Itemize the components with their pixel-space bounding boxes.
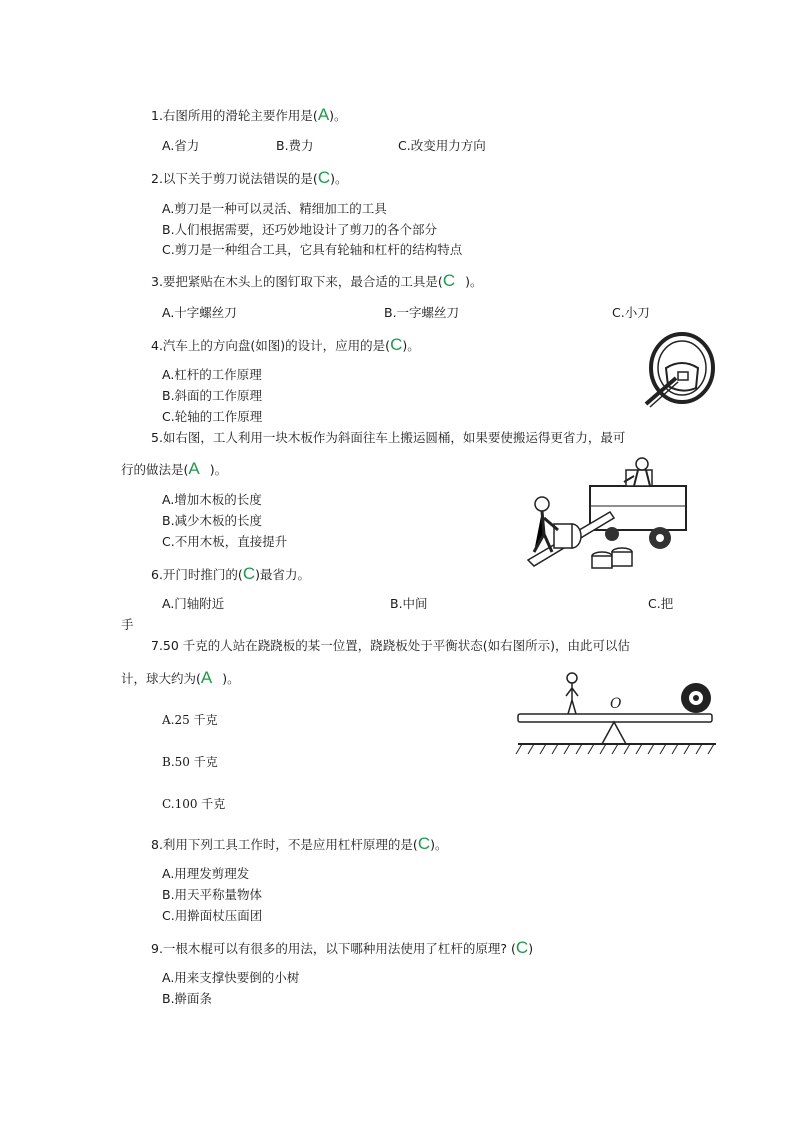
q9-option-a: A.用来支撑快要倒的小树	[162, 970, 300, 985]
q9-stem: 9.一根木棍可以有很多的用法，以下哪种用法使用了杠杆的原理? (C)	[151, 938, 534, 957]
seesaw-figure	[514, 670, 720, 756]
q5-option-a: A.增加木板的长度	[162, 492, 262, 507]
q3-option-c: C.小刀	[612, 305, 650, 320]
q8-option-b: B.用天平称量物体	[162, 887, 263, 902]
q5-option-b: B.减少木板的长度	[162, 513, 263, 528]
q4-option-b: B.斜面的工作原理	[162, 388, 263, 403]
q7-option-b: B.50 千克	[162, 755, 218, 769]
q4-answer: C	[390, 335, 403, 354]
truck-ramp-figure	[514, 456, 690, 572]
q7-stem-line1: 7.50 千克的人站在跷跷板的某一位置，跷跷板处于平衡状态(如右图所示)，由此可以估	[151, 638, 631, 653]
q1-option-c: C.改变用力方向	[398, 138, 486, 153]
q7-answer: A	[200, 668, 213, 687]
q6-option-c-wrap: 手	[121, 617, 134, 632]
seesaw-pivot-label: O	[610, 696, 622, 712]
q6-answer: C	[242, 564, 256, 583]
steering-wheel-figure	[636, 328, 718, 408]
q2-answer: C	[317, 168, 331, 187]
q3-option-b: B.一字螺丝刀	[384, 305, 460, 320]
q1-option-b: B.费力	[276, 138, 314, 153]
q5-stem-line1: 5.如右图，工人利用一块木板作为斜面往车上搬运圆桶，如果要使搬运得更省力，最可	[151, 430, 626, 445]
q6-option-a: A.门轴附近	[162, 596, 225, 611]
q7-stem-line2: 计，球大约为(A )。	[121, 668, 240, 687]
q3-option-a: A.十字螺丝刀	[162, 305, 237, 320]
q4-stem: 4.汽车上的方向盘(如图)的设计，应用的是(C)。	[151, 335, 420, 354]
q9-option-b: B.擀面条	[162, 991, 213, 1006]
q2-option-a: A.剪刀是一种可以灵活、精细加工的工具	[162, 201, 387, 216]
q8-option-c: C.用擀面杖压面团	[162, 908, 263, 923]
q5-answer: A	[188, 459, 200, 478]
q4-option-a: A.杠杆的工作原理	[162, 367, 262, 382]
q3-answer: C	[442, 271, 456, 290]
q5-option-c: C.不用木板，直接提升	[162, 534, 288, 549]
q1-answer: A	[317, 105, 330, 124]
q1-option-a: A.省力	[162, 138, 200, 153]
q4-option-c: C.轮轴的工作原理	[162, 409, 263, 424]
q7-option-a: A.25 千克	[162, 713, 218, 727]
q5-stem-line2: 行的做法是(A )。	[121, 459, 228, 478]
q2-option-b: B.人们根据需要，还巧妙地设计了剪刀的各个部分	[162, 222, 438, 237]
q2-option-c: C.剪刀是一种组合工具，它具有轮轴和杠杆的结构特点	[162, 242, 463, 257]
q6-option-c: C.把	[648, 596, 674, 611]
q3-stem: 3.要把紧贴在木头上的图钉取下来，最合适的工具是(C )。	[151, 271, 483, 290]
q1-stem: 1.右图所用的滑轮主要作用是(A)。	[151, 105, 347, 124]
q8-answer: C	[417, 834, 431, 853]
q8-option-a: A.用理发剪理发	[162, 866, 250, 881]
q6-option-b: B.中间	[390, 596, 428, 611]
q6-stem: 6.开门时推门的(C)最省力。	[151, 564, 310, 583]
q9-answer: C	[515, 938, 529, 957]
q8-stem: 8.利用下列工具工作时，不是应用杠杆原理的是(C)。	[151, 834, 448, 853]
q7-option-c: C.100 千克	[162, 797, 226, 811]
q2-stem: 2.以下关于剪刀说法错误的是(C)。	[151, 168, 348, 187]
